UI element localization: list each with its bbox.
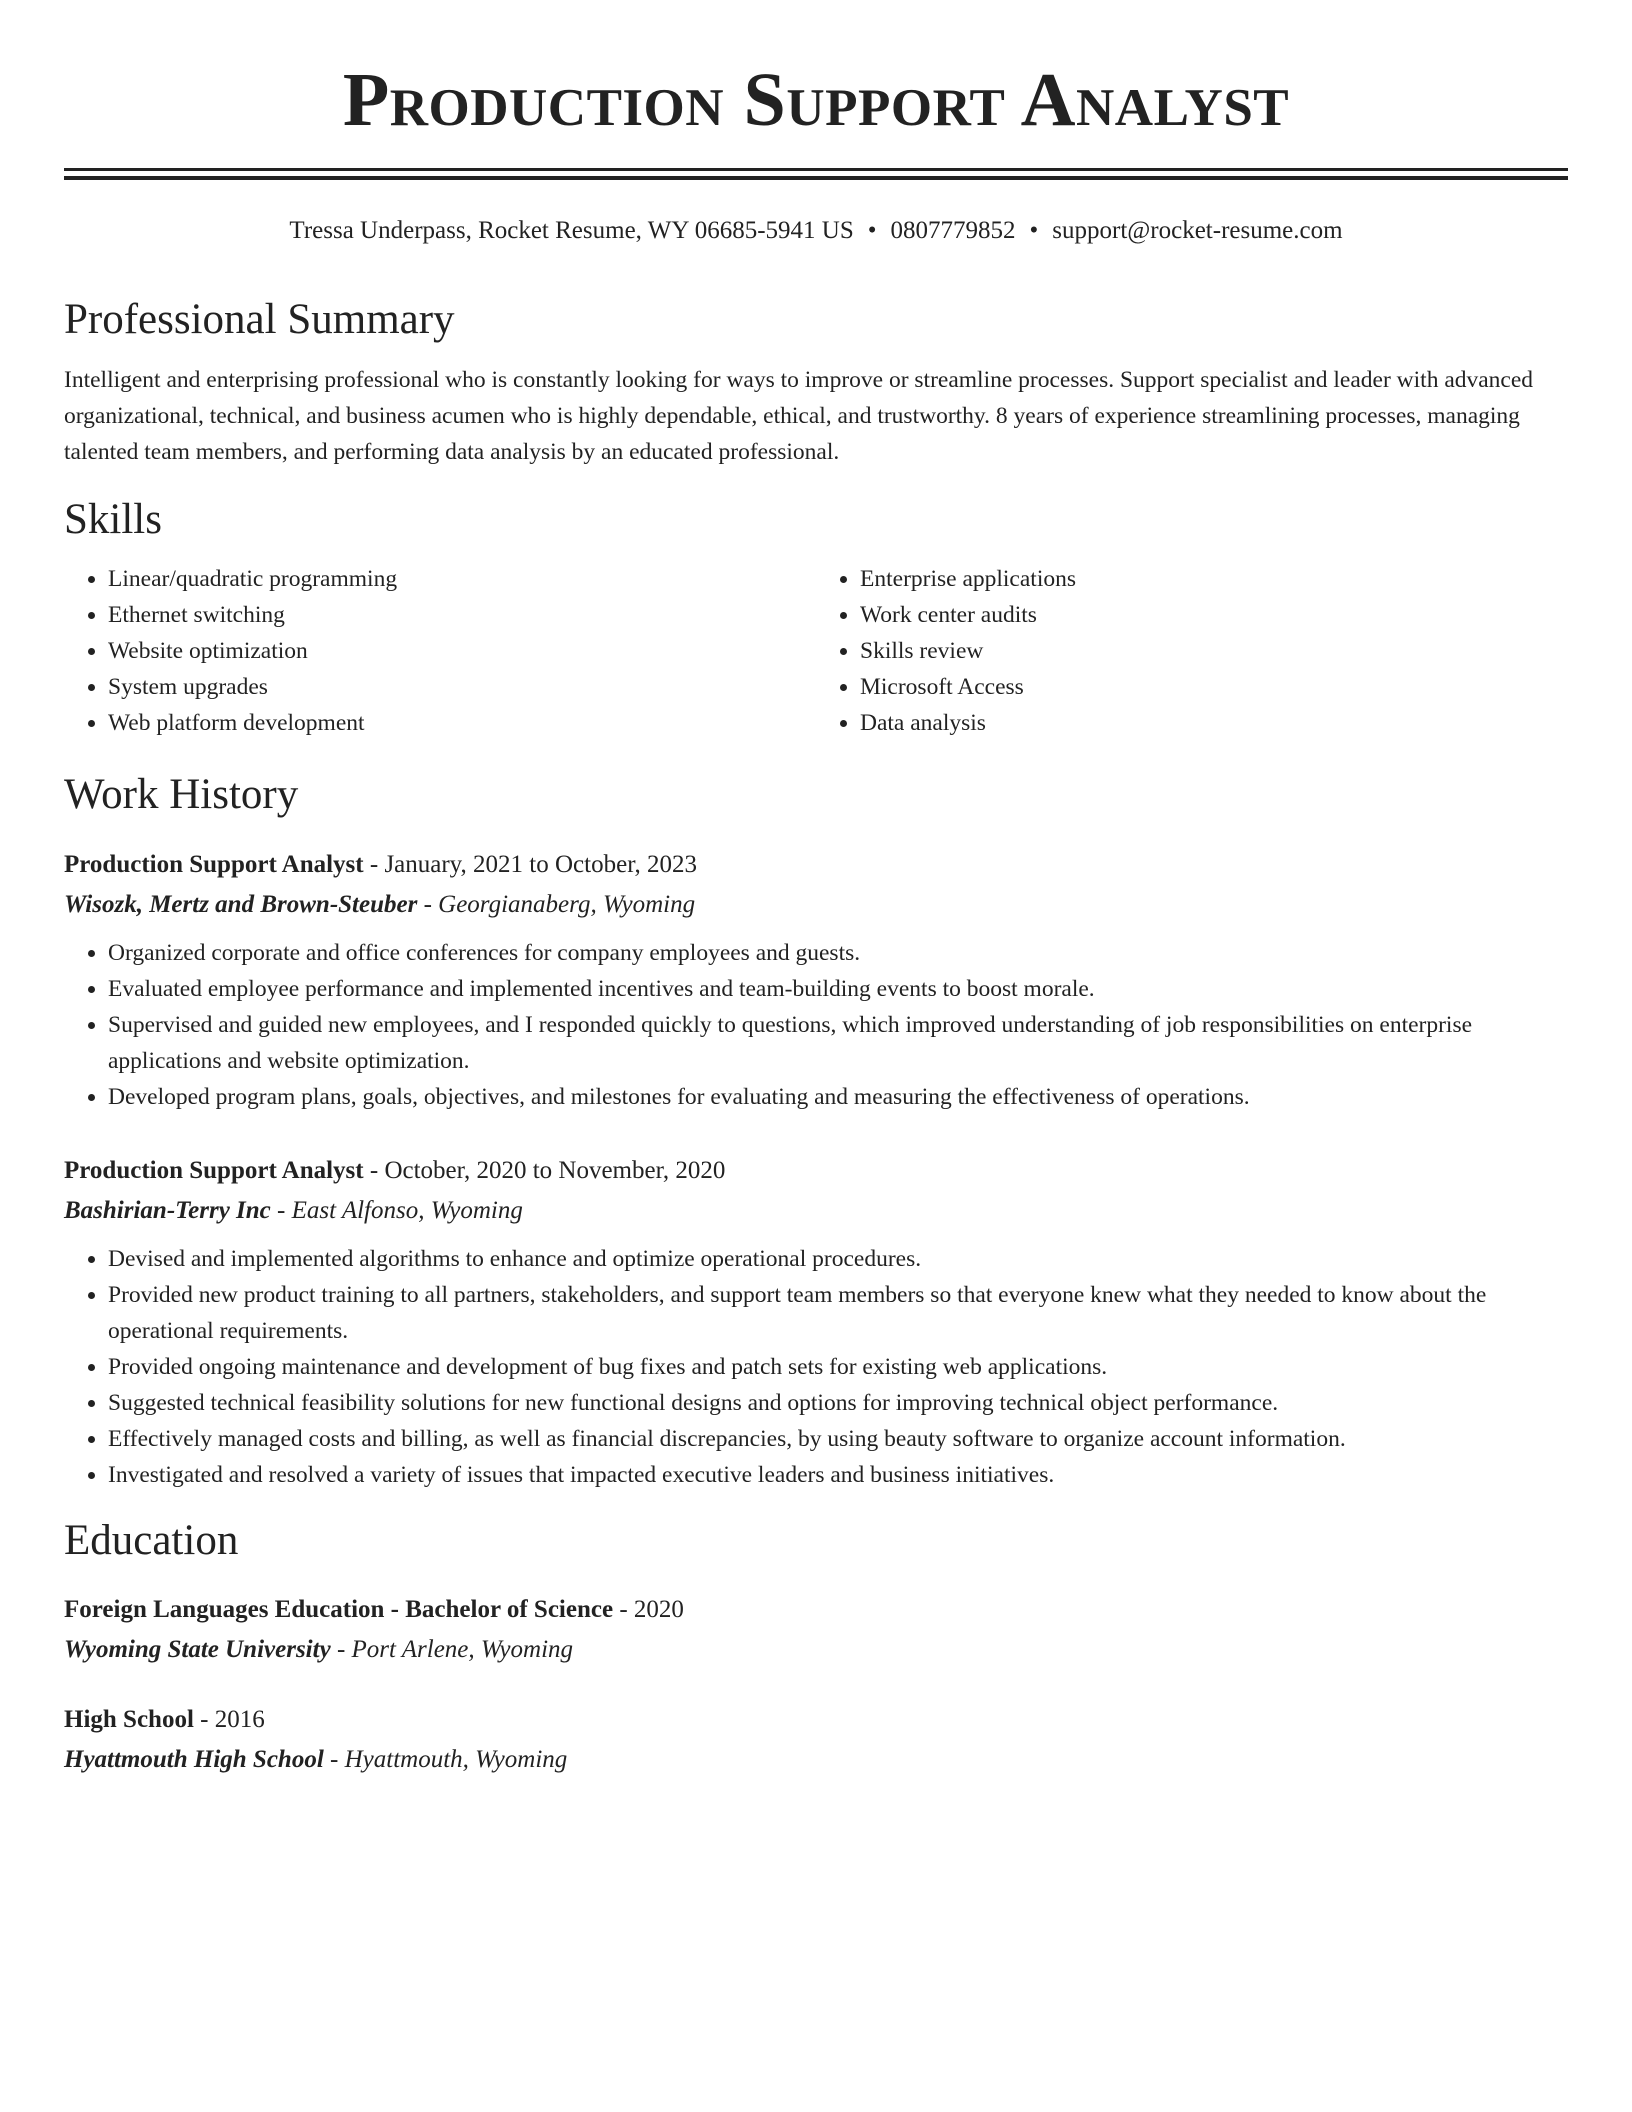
summary-heading: Professional Summary (64, 296, 455, 343)
contact-email: support@rocket-resume.com (1052, 217, 1343, 244)
dash: - (200, 1706, 209, 1734)
skills-list-left (64, 561, 816, 741)
skill-item: • Microsoft Access (860, 669, 1568, 705)
dash: - (423, 890, 432, 918)
skill-item: • System upgrades (108, 669, 816, 705)
dash: - (369, 850, 379, 878)
company-location: East Alfonso, Wyoming (291, 1196, 523, 1224)
school-name: Wyoming State University (64, 1636, 331, 1664)
contact-separator: • (867, 217, 877, 244)
contact-phone: 0807779852 (890, 217, 1016, 244)
job-bullet: • Suggested technical feasibility solutions for new functional designs and options for improving technical object performance. (108, 1385, 1568, 1421)
job-dates: October, 2020 to November, 2020 (384, 1156, 726, 1184)
job-bullet: • Provided ongoing maintenance and development of bug fixes and patch sets for existing web applications. (108, 1349, 1568, 1385)
education-heading: Education (64, 1516, 239, 1564)
job-bullet: • Developed program plans, goals, objectives, and milestones for evaluating and measuring the effectiveness of operations. (108, 1079, 1568, 1115)
company-name: Wisozk, Mertz and Brown-Steuber (64, 890, 418, 918)
job-bullet: • Evaluated employee performance and implemented incentives and team-building events to boost morale. (108, 971, 1568, 1007)
skills-columns (64, 561, 1568, 741)
job-bullet: • Organized corporate and office conferences for company employees and guests. (108, 935, 1568, 971)
job-title: Production Support Analyst (64, 1156, 364, 1184)
dash: - (619, 1596, 628, 1624)
header-double-rule (64, 168, 1568, 180)
job-bullets (64, 1241, 1568, 1493)
job-bullet: • Supervised and guided new employees, and I responded quickly to questions, which improved understanding of job responsibilities on enterprise applications and website optimization. (108, 1007, 1568, 1079)
school-name: Hyattmouth High School (64, 1746, 324, 1774)
skills-list-right (816, 561, 1568, 741)
job-entry (64, 1151, 1568, 1493)
degree-name: High School (64, 1706, 194, 1734)
school-line (64, 1740, 1568, 1780)
skill-item: • Linear/quadratic programming (108, 561, 816, 597)
job-bullet: • Provided new product training to all partners, stakeholders, and support team members so that everyone knew what they needed to know about the operational requirements. (108, 1277, 1568, 1349)
degree-name: Foreign Languages Education - Bachelor of Science (64, 1596, 614, 1624)
contact-separator: • (1029, 217, 1039, 244)
job-bullet: • Investigated and resolved a variety of issues that impacted executive leaders and business initiatives. (108, 1457, 1568, 1493)
work-history-heading: Work History (64, 771, 299, 819)
skill-item: • Web platform development (108, 705, 816, 741)
school-location: Port Arlene, Wyoming (351, 1636, 574, 1664)
summary-text: Intelligent and enterprising professional who is constantly looking for ways to improve or streamline processes. Support specialist and leader with advanced organizational, technical, and business acumen who is highly dependable, ethical, and trustworthy. 8 years of experience streamlining processes, managing talented team members, and performing data analysis by an educated professional. (64, 366, 1534, 465)
skill-item: • Skills review (860, 633, 1568, 669)
resume-name-title: Production Support Analyst (342, 58, 1290, 142)
job-bullets (64, 935, 1568, 1115)
skills-heading: Skills (64, 495, 162, 543)
company-line (64, 885, 1568, 925)
company-line (64, 1191, 1568, 1231)
school-line (64, 1630, 1568, 1670)
job-title: Production Support Analyst (64, 850, 364, 878)
skill-item: • Enterprise applications (860, 561, 1568, 597)
skill-item: • Data analysis (860, 705, 1568, 741)
degree-line (64, 1590, 1568, 1630)
skill-item: • Ethernet switching (108, 597, 816, 633)
degree-line (64, 1700, 1568, 1740)
contact-line (64, 216, 1568, 246)
job-dates: January, 2021 to October, 2023 (384, 850, 698, 878)
job-title-line (64, 1151, 1568, 1191)
dash: - (336, 1636, 346, 1664)
contact-address: Tressa Underpass, Rocket Resume, WY 06685-5941 US (289, 217, 854, 244)
graduation-year: 2016 (214, 1706, 265, 1734)
education-entry (64, 1700, 1568, 1780)
skill-item: • Website optimization (108, 633, 816, 669)
education-entry (64, 1590, 1568, 1670)
job-bullet: • Devised and implemented algorithms to enhance and optimize operational procedures. (108, 1241, 1568, 1277)
company-name: Bashirian-Terry Inc (64, 1196, 271, 1224)
skill-item: • Work center audits (860, 597, 1568, 633)
school-location: Hyattmouth, Wyoming (344, 1746, 568, 1774)
dash: - (277, 1196, 286, 1224)
job-bullet: • Effectively managed costs and billing, as well as financial discrepancies, by using beauty software to organize account information. (108, 1421, 1568, 1457)
dash: - (369, 1156, 379, 1184)
graduation-year: 2020 (633, 1596, 684, 1624)
dash: - (330, 1746, 339, 1774)
job-entry (64, 845, 1568, 1115)
job-title-line (64, 845, 1568, 885)
company-location: Georgianaberg, Wyoming (438, 890, 696, 918)
